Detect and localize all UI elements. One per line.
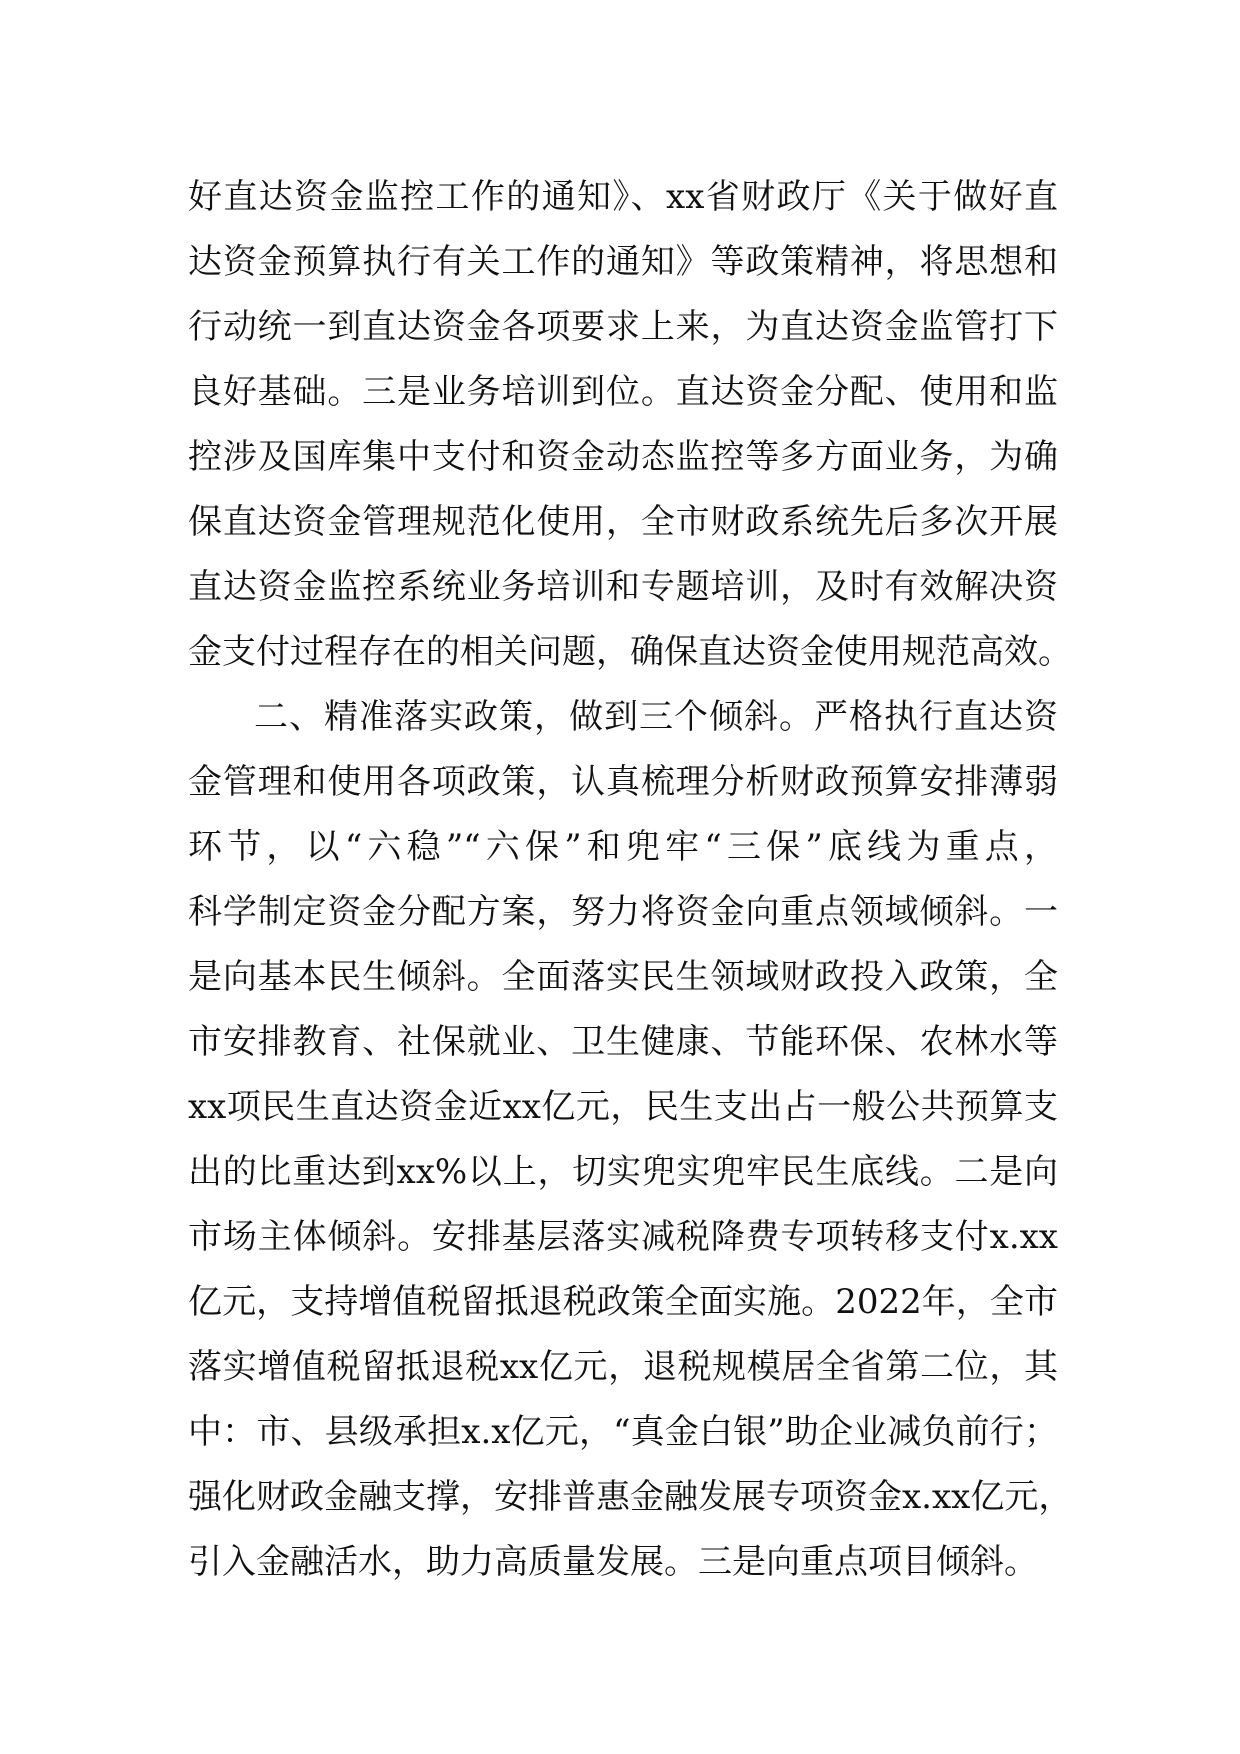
- text-line: 市场主体倾斜。安排基层落实减税降费专项转移支付x.xx: [188, 1217, 1058, 1257]
- text-line: 出的比重达到xx%以上，切实兜实兜牢民生底线。二是向: [188, 1152, 1058, 1192]
- text-line: 金支付过程存在的相关问题，确保直达资金使用规范高效。: [188, 632, 1072, 672]
- paragraph-start-line: 二、精准落实政策，做到三个倾斜。严格执行直达资: [254, 697, 1058, 737]
- text-line: 金管理和使用各项政策，认真梳理分析财政预算安排薄弱: [188, 762, 1058, 802]
- text-line: 直达资金监控系统业务培训和专题培训，及时有效解决资: [188, 567, 1058, 607]
- text-line: 是向基本民生倾斜。全面落实民生领域财政投入政策，全: [188, 957, 1058, 997]
- text-line: xx项民生直达资金近xx亿元，民生支出占一般公共预算支: [188, 1087, 1058, 1127]
- body-text: [188, 165, 1073, 1595]
- text-line: 良好基础。三是业务培训到位。直达资金分配、使用和监: [188, 372, 1058, 412]
- text-line: 达资金预算执行有关工作的通知》等政策精神，将思想和: [188, 242, 1058, 282]
- text-line: 引入金融活水，助力高质量发展。三是向重点项目倾斜。: [188, 1542, 1038, 1582]
- text-line: 保直达资金管理规范化使用，全市财政系统先后多次开展: [188, 502, 1058, 542]
- text-line: 控涉及国库集中支付和资金动态监控等多方面业务，为确: [188, 437, 1058, 477]
- text-line: 科学制定资金分配方案，努力将资金向重点领域倾斜。一: [188, 892, 1058, 932]
- text-line: 行动统一到直达资金各项要求上来，为直达资金监管打下: [188, 307, 1058, 347]
- text-line: 好直达资金监控工作的通知》、xx省财政厅《关于做好直: [188, 177, 1058, 217]
- text-line: 中：市、县级承担x.x亿元，“真金白银”助企业减负前行；: [188, 1412, 1058, 1452]
- text-line: 落实增值税留抵退税xx亿元，退税规模居全省第二位，其: [188, 1347, 1058, 1387]
- text-line: 亿元，支持增值税留抵退税政策全面实施。2022年，全市: [188, 1282, 1058, 1322]
- text-line: 市安排教育、社保就业、卫生健康、节能环保、农林水等: [188, 1022, 1058, 1062]
- text-line: 环节，以“六稳”“六保”和兜牢“三保”底线为重点，: [188, 827, 1058, 867]
- text-line: 强化财政金融支撑，安排普惠金融发展专项资金x.xx亿元，: [188, 1477, 1073, 1517]
